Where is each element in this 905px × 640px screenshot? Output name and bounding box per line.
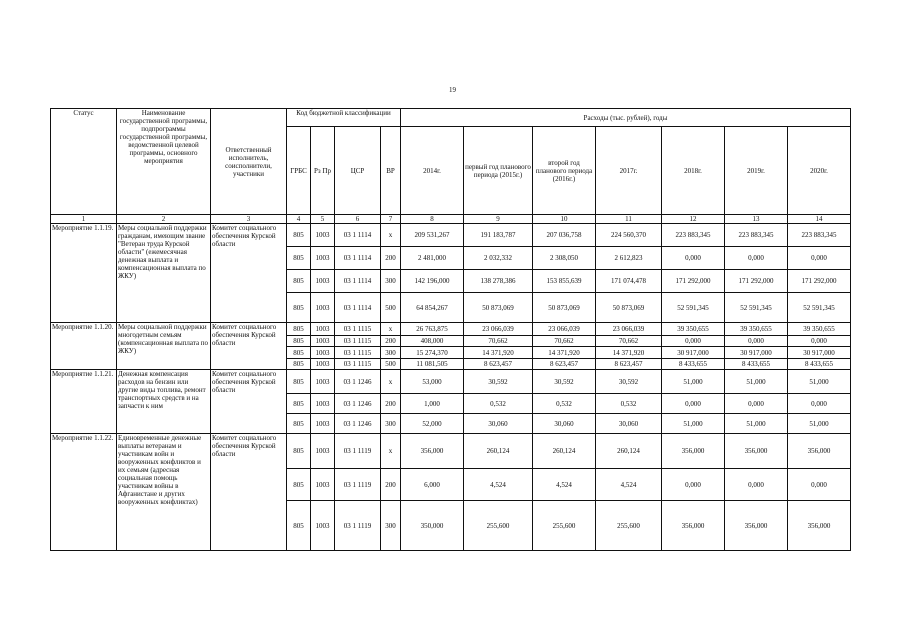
amount-cell: 51,000 [662,370,725,394]
header-year-2016: второй год планового периода (2016г.) [533,127,596,215]
header-year-2018: 2018г. [662,127,725,215]
table-row [51,434,851,469]
amount-cell: 50 873,069 [596,293,662,323]
amount-cell: 52 591,345 [725,293,788,323]
executor-cell: Комитет социального обеспечения Курской области [211,224,287,323]
csr-cell: 03 1 1114 [335,270,381,293]
header-executor: Ответственный исполнитель, соисполнители, участники [211,109,287,215]
amount-cell: 8 433,655 [725,359,788,370]
amount-cell: 52 591,345 [662,293,725,323]
grbs-cell: 805 [287,323,311,336]
amount-cell: 30 917,000 [725,347,788,359]
amount-cell: 255,600 [596,501,662,551]
amount-cell: 0,000 [662,247,725,270]
header-year-2019: 2019г. [725,127,788,215]
amount-cell: 0,532 [596,394,662,414]
rzpr-cell: 1003 [311,469,335,501]
column-number: 2 [117,215,211,224]
rzpr-cell: 1003 [311,359,335,370]
header-code-group: Код бюджетной классификации [287,109,401,127]
amount-cell: 2 032,332 [464,247,533,270]
column-number: 6 [335,215,381,224]
amount-cell: 356,000 [401,434,464,469]
csr-cell: 03 1 1114 [335,293,381,323]
amount-cell: 70,662 [596,336,662,347]
amount-cell: 51,000 [725,414,788,434]
vr-cell: 300 [381,347,401,359]
amount-cell: 51,000 [788,370,851,394]
amount-cell: 51,000 [788,414,851,434]
executor-cell: Комитет социального обеспечения Курской области [211,434,287,551]
amount-cell: 207 036,758 [533,224,596,247]
column-number: 3 [211,215,287,224]
measure-name-cell: Меры социальной поддержки многодетным семьям (компенсационная выплата по ЖКУ) [117,323,211,370]
executor-cell: Комитет социального обеспечения Курской области [211,370,287,434]
amount-cell: 8 433,655 [662,359,725,370]
amount-cell: 70,662 [533,336,596,347]
rzpr-cell: 1003 [311,394,335,414]
amount-cell: 0,000 [725,469,788,501]
csr-cell: 03 1 1246 [335,370,381,394]
amount-cell: 2 308,050 [533,247,596,270]
amount-cell: 51,000 [662,414,725,434]
amount-cell: 0,000 [662,469,725,501]
amount-cell: 8 623,457 [533,359,596,370]
measure-name-cell: Единовременные денежные выплаты ветеранам и участникам войн и вооруженных конфликтов и их семьям (адресная социальная помощь участникам войны в Афганистане и других вооруженных конфликтах) [117,434,211,551]
amount-cell: 356,000 [725,501,788,551]
grbs-cell: 805 [287,501,311,551]
vr-cell: х [381,370,401,394]
header-year-2015: первый год планового периода (2015г.) [464,127,533,215]
executor-cell: Комитет социального обеспечения Курской области [211,323,287,370]
amount-cell: 260,124 [596,434,662,469]
amount-cell: 0,000 [662,394,725,414]
page-number: 19 [449,86,456,94]
amount-cell: 8 623,457 [464,359,533,370]
measure-name-cell: Денежная компенсация расходов на бензин или другие виды топлива, ремонт транспортных средств и на запчасти к ним [117,370,211,434]
amount-cell: 171 292,000 [788,270,851,293]
amount-cell: 260,124 [464,434,533,469]
amount-cell: 153 855,639 [533,270,596,293]
amount-cell: 50 873,069 [533,293,596,323]
header-year-2020: 2020г. [788,127,851,215]
csr-cell: 03 1 1115 [335,359,381,370]
column-number: 11 [596,215,662,224]
vr-cell: 500 [381,293,401,323]
column-number: 5 [311,215,335,224]
header-vr: ВР [381,127,401,215]
rzpr-cell: 1003 [311,293,335,323]
rzpr-cell: 1003 [311,247,335,270]
rzpr-cell: 1003 [311,347,335,359]
csr-cell: 03 1 1246 [335,414,381,434]
amount-cell: 30,060 [533,414,596,434]
amount-cell: 14 371,920 [533,347,596,359]
amount-cell: 0,000 [662,336,725,347]
rzpr-cell: 1003 [311,434,335,469]
amount-cell: 223 883,345 [662,224,725,247]
amount-cell: 39 350,655 [725,323,788,336]
vr-cell: х [381,224,401,247]
rzpr-cell: 1003 [311,336,335,347]
amount-cell: 255,600 [533,501,596,551]
vr-cell: х [381,323,401,336]
grbs-cell: 805 [287,434,311,469]
grbs-cell: 805 [287,469,311,501]
column-number: 4 [287,215,311,224]
vr-cell: 300 [381,270,401,293]
amount-cell: 191 183,787 [464,224,533,247]
rzpr-cell: 1003 [311,224,335,247]
grbs-cell: 805 [287,247,311,270]
rzpr-cell: 1003 [311,370,335,394]
amount-cell: 30,592 [596,370,662,394]
amount-cell: 209 531,267 [401,224,464,247]
column-number: 8 [401,215,464,224]
vr-cell: 200 [381,394,401,414]
header-name: Наименование государственной программы, подпрограммы государственной программы, ведомственной целевой программы, основного мероприятия [117,109,211,215]
column-number: 1 [51,215,117,224]
amount-cell: 138 278,386 [464,270,533,293]
amount-cell: 11 081,505 [401,359,464,370]
csr-cell: 03 1 1114 [335,247,381,270]
table-row [51,224,851,247]
amount-cell: 50 873,069 [464,293,533,323]
amount-cell: 15 274,370 [401,347,464,359]
header-rzpr: Рз Пр [311,127,335,215]
csr-cell: 03 1 1119 [335,469,381,501]
amount-cell: 51,000 [725,370,788,394]
amount-cell: 0,000 [788,336,851,347]
vr-cell: 300 [381,501,401,551]
table-body [51,224,851,551]
grbs-cell: 805 [287,270,311,293]
csr-cell: 03 1 1115 [335,336,381,347]
amount-cell: 171 292,000 [662,270,725,293]
amount-cell: 26 763,875 [401,323,464,336]
amount-cell: 356,000 [788,434,851,469]
column-number: 13 [725,215,788,224]
amount-cell: 23 066,039 [464,323,533,336]
amount-cell: 2 612,823 [596,247,662,270]
amount-cell: 0,000 [725,394,788,414]
grbs-cell: 805 [287,347,311,359]
header-year-2014: 2014г. [401,127,464,215]
grbs-cell: 805 [287,414,311,434]
amount-cell: 0,532 [464,394,533,414]
vr-cell: 300 [381,414,401,434]
amount-cell: 30,592 [533,370,596,394]
amount-cell: 4,524 [596,469,662,501]
status-cell: Мероприятие 1.1.22. [51,434,117,551]
amount-cell: 8 433,655 [788,359,851,370]
vr-cell: 200 [381,469,401,501]
amount-cell: 2 481,000 [401,247,464,270]
amount-cell: 260,124 [533,434,596,469]
amount-cell: 0,000 [725,336,788,347]
column-number: 7 [381,215,401,224]
rzpr-cell: 1003 [311,323,335,336]
table-row [51,370,851,394]
amount-cell: 1,000 [401,394,464,414]
column-number: 10 [533,215,596,224]
amount-cell: 70,662 [464,336,533,347]
column-number-row [51,215,851,224]
vr-cell: 500 [381,359,401,370]
amount-cell: 14 371,920 [464,347,533,359]
grbs-cell: 805 [287,394,311,414]
rzpr-cell: 1003 [311,501,335,551]
status-cell: Мероприятие 1.1.21. [51,370,117,434]
column-number: 12 [662,215,725,224]
amount-cell: 4,524 [464,469,533,501]
amount-cell: 223 883,345 [788,224,851,247]
budget-table [50,108,851,551]
amount-cell: 0,000 [725,247,788,270]
amount-cell: 52 591,345 [788,293,851,323]
amount-cell: 30,592 [464,370,533,394]
vr-cell: 200 [381,336,401,347]
grbs-cell: 805 [287,370,311,394]
csr-cell: 03 1 1115 [335,347,381,359]
column-number: 14 [788,215,851,224]
csr-cell: 03 1 1119 [335,434,381,469]
amount-cell: 0,000 [788,247,851,270]
grbs-cell: 805 [287,336,311,347]
amount-cell: 53,000 [401,370,464,394]
amount-cell: 142 196,000 [401,270,464,293]
column-number: 9 [464,215,533,224]
status-cell: Мероприятие 1.1.19. [51,224,117,323]
amount-cell: 356,000 [662,434,725,469]
table-row [51,323,851,336]
amount-cell: 0,000 [788,469,851,501]
header-year-2017: 2017г. [596,127,662,215]
amount-cell: 6,000 [401,469,464,501]
amount-cell: 350,000 [401,501,464,551]
vr-cell: 200 [381,247,401,270]
table-header [51,109,851,224]
header-grbs: ГРБС [287,127,311,215]
header-expenses-group: Расходы (тыс. рублей), годы [401,109,851,127]
amount-cell: 356,000 [662,501,725,551]
amount-cell: 64 854,267 [401,293,464,323]
csr-cell: 03 1 1115 [335,323,381,336]
amount-cell: 223 883,345 [725,224,788,247]
csr-cell: 03 1 1119 [335,501,381,551]
amount-cell: 4,524 [533,469,596,501]
grbs-cell: 805 [287,224,311,247]
amount-cell: 23 066,039 [533,323,596,336]
header-status: Статус [51,109,117,215]
amount-cell: 39 350,655 [662,323,725,336]
rzpr-cell: 1003 [311,270,335,293]
amount-cell: 408,000 [401,336,464,347]
amount-cell: 39 350,655 [788,323,851,336]
amount-cell: 224 560,370 [596,224,662,247]
amount-cell: 356,000 [725,434,788,469]
amount-cell: 171 292,000 [725,270,788,293]
grbs-cell: 805 [287,293,311,323]
amount-cell: 255,600 [464,501,533,551]
amount-cell: 171 074,478 [596,270,662,293]
amount-cell: 14 371,920 [596,347,662,359]
amount-cell: 0,000 [788,394,851,414]
amount-cell: 30 917,000 [662,347,725,359]
amount-cell: 8 623,457 [596,359,662,370]
rzpr-cell: 1003 [311,414,335,434]
csr-cell: 03 1 1114 [335,224,381,247]
csr-cell: 03 1 1246 [335,394,381,414]
amount-cell: 30,060 [596,414,662,434]
amount-cell: 356,000 [788,501,851,551]
measure-name-cell: Меры социальной поддержки гражданам, имеющим звание "Ветеран труда Курской области" (ежемесячная денежная выплата и компенсационная выплата по ЖКУ) [117,224,211,323]
vr-cell: х [381,434,401,469]
header-csr: ЦСР [335,127,381,215]
status-cell: Мероприятие 1.1.20. [51,323,117,370]
amount-cell: 23 066,039 [596,323,662,336]
amount-cell: 0,532 [533,394,596,414]
grbs-cell: 805 [287,359,311,370]
amount-cell: 52,000 [401,414,464,434]
amount-cell: 30 917,000 [788,347,851,359]
amount-cell: 30,060 [464,414,533,434]
